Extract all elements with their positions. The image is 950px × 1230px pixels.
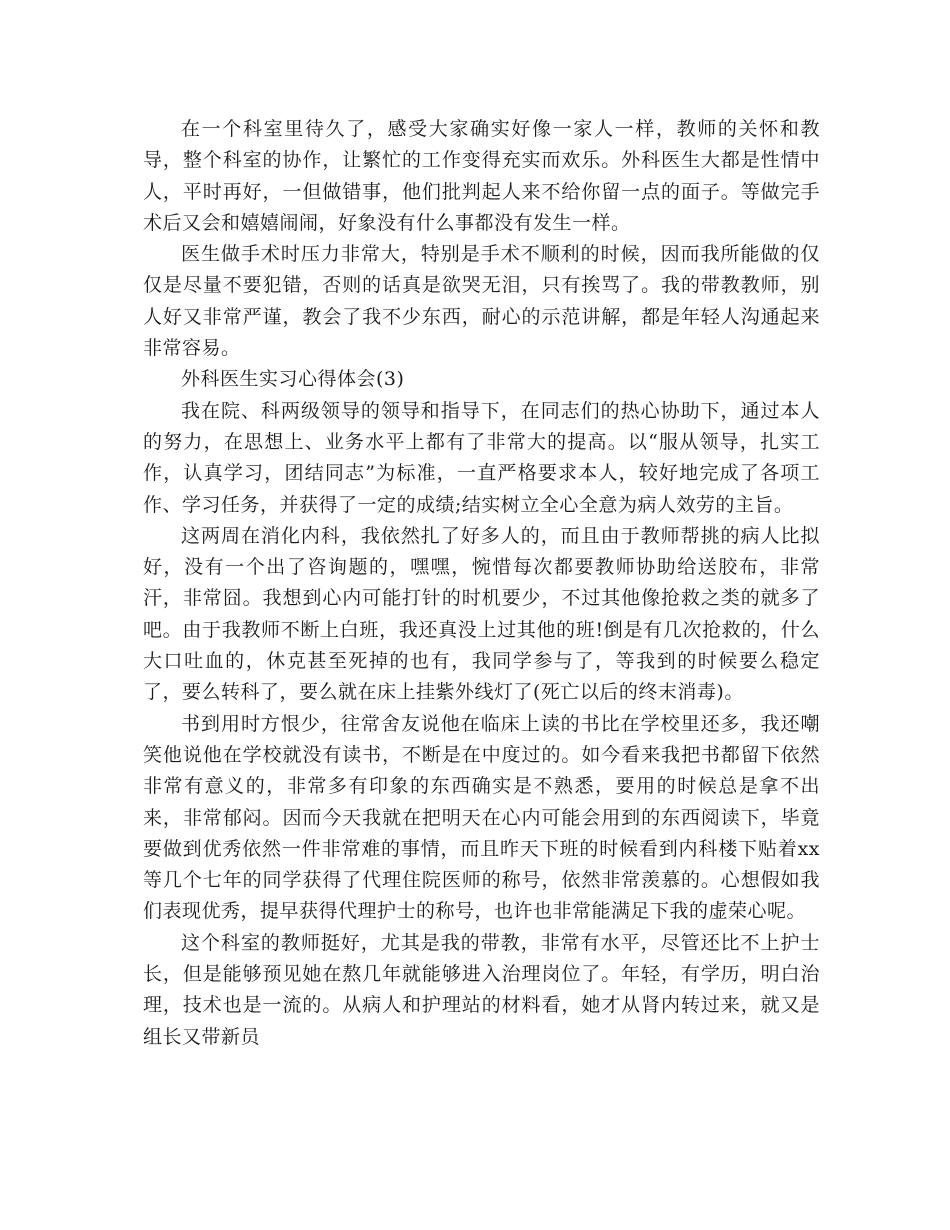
paragraph-study-books: 书到用时方恨少，往常舍友说他在临床上读的书比在学校里还多，我还嘲笑他说他在学校就没有读书，不断是在中度过的。如今看来我把书都留下依然非常有意义的，非常多有印象的东西确实是不熟悉，要用的时候总是拿不出来，非常郁闷。因而今天我就在把明天在心内可能会用到的东西阅读下，毕竟要做到优秀依然一件非常难的事情，而且昨天下班的时候看到内科楼下贴着xx等几个七年的同学获得了代理住院医师的称号，依然非常羡慕的。心想假如我们表现优秀，提早获得代理护士的称号，也许也非常能满足下我的虚荣心呢。 — [143, 712, 820, 923]
paragraph-digestive-ward: 这两周在消化内科，我依然扎了好多人的，而且由于教师帮挑的病人比拟好，没有一个出了咨询题的，嘿嘿，惋惜每次都要教师协助给送胶布，非常汗，非常囧。我想到心内可能打针的时机要少，不过其他像抢救之类的就多了吧。由于我教师不断上白班，我还真没上过其他的班!倒是有几次抢救的，什么大口吐血的，休克甚至死掉的也有，我同学参与了，等我到的时候要么稳定了，要么转科了，要么就在床上挂紫外线灯了(死亡以后的终末消毒)。 — [143, 524, 820, 704]
paragraph-teacher: 这个科室的教师挺好，尤其是我的带教，非常有水平，尽管还比不上护士长，但是能够预见她在熬几年就能够进入治理岗位了。年轻，有学历，明白治理，技术也是一流的。从病人和护理站的材料看，她才从肾内转过来，就又是组长又带新员 — [143, 931, 820, 1048]
paragraph-leadership-progress: 我在院、科两级领导的领导和指导下，在同志们的热心协助下，通过本人的努力，在思想上、业务水平上都有了非常大的提高。以“服从领导，扎实工作，认真学习，团结同志”为标准，一直严格要求本人，较好地完成了各项工作、学习任务，并获得了一定的成绩;结实树立全心全意为病人效劳的主旨。 — [143, 399, 820, 516]
section-heading: 外科医生实习心得体会(3) — [181, 368, 405, 391]
paragraph-team-atmosphere: 在一个科室里待久了，感受大家确实好像一家人一样，教师的关怀和教导，整个科室的协作，让繁忙的工作变得充实而欢乐。外科医生大都是性情中人，平时再好，一但做错事，他们批判起人来不给你留一点的面子。等做完手术后又会和嬉嬉闹闹，好象没有什么事都没有发生一样。 — [143, 118, 820, 234]
paragraph-surgery-pressure: 医生做手术时压力非常大，特别是手术不顺利的时候，因而我所能做的仅仅是尽量不要犯错，否则的话真是欲哭无泪，只有挨骂了。我的带教教师，别人好又非常严谨，教会了我不少东西，耐心的示范讲解，都是年轻人沟通起来非常容易。 — [143, 243, 820, 360]
